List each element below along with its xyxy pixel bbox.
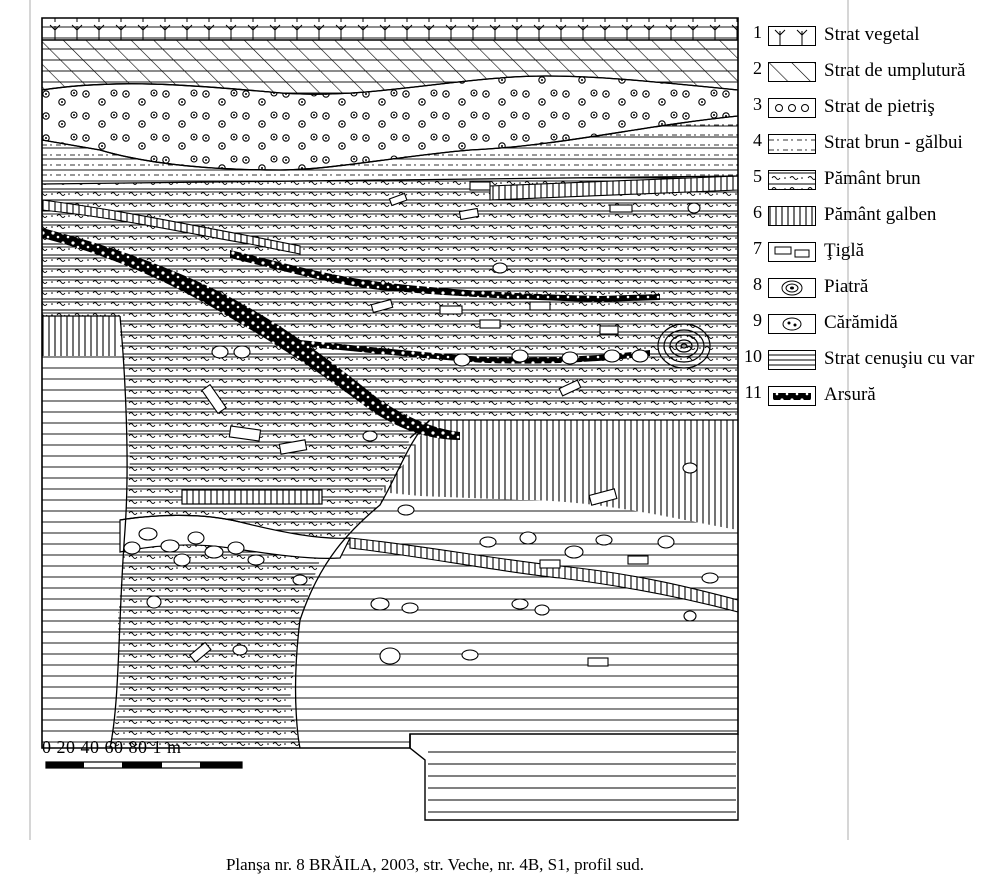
scale-label: 0 20 40 60 80 1 m	[42, 737, 182, 757]
legend-label: Piatră	[824, 276, 869, 297]
legend-number: 1	[753, 22, 762, 42]
legend-item	[740, 238, 1000, 274]
legend-number: 11	[744, 382, 762, 402]
tile-icon	[768, 242, 816, 262]
legend-number: 6	[753, 202, 762, 222]
legend-number: 7	[753, 238, 762, 258]
legend-label: Pământ galben	[824, 204, 937, 225]
burn-layer-pattern-icon	[768, 386, 816, 406]
legend-item	[740, 382, 1000, 418]
vertical-hatch-pattern-icon	[768, 206, 816, 226]
legend-number: 9	[753, 310, 762, 330]
legend-label: Strat cenuşiu cu var	[824, 348, 975, 369]
legend-label: Strat de pietriş	[824, 96, 935, 117]
diagonal-hatch-pattern-icon	[768, 62, 816, 82]
legend-label: Arsură	[824, 384, 876, 405]
legend-label: Pământ brun	[824, 168, 921, 189]
vegetal-pattern-icon	[768, 26, 816, 46]
legend-label: Ţiglă	[824, 240, 865, 261]
legend-item	[740, 310, 1000, 346]
legend-item	[740, 166, 1000, 202]
legend-number: 4	[753, 130, 762, 150]
legend-item	[740, 202, 1000, 238]
dotted-lines-pattern-icon	[768, 134, 816, 154]
brick-icon	[768, 314, 816, 334]
figure-caption: Planşa nr. 8 BRĂILA, 2003, str. Veche, nr. 4B, S1, profil sud.	[225, 855, 645, 874]
legend-number: 2	[753, 58, 762, 78]
legend-label: Strat brun - gălbui	[824, 132, 963, 153]
legend-label: Cărămidă	[824, 312, 898, 333]
gravel-circles-pattern-icon	[768, 98, 816, 118]
legend	[740, 22, 1000, 418]
stone-icon	[768, 278, 816, 298]
horizontal-lines-pattern-icon	[768, 350, 816, 370]
legend-label: Strat vegetal	[824, 24, 920, 45]
wavy-lines-pattern-icon	[768, 170, 816, 190]
scale-bar	[46, 762, 242, 768]
legend-item	[740, 130, 1000, 166]
legend-number: 8	[753, 274, 762, 294]
legend-item	[740, 22, 1000, 58]
profile-section	[40, 18, 740, 753]
legend-item	[740, 94, 1000, 130]
legend-item	[740, 346, 1000, 382]
legend-number: 5	[753, 166, 762, 186]
legend-item	[740, 58, 1000, 94]
legend-item	[740, 274, 1000, 310]
legend-number: 10	[744, 346, 762, 366]
legend-label: Strat de umplutură	[824, 60, 966, 81]
legend-number: 3	[753, 94, 762, 114]
